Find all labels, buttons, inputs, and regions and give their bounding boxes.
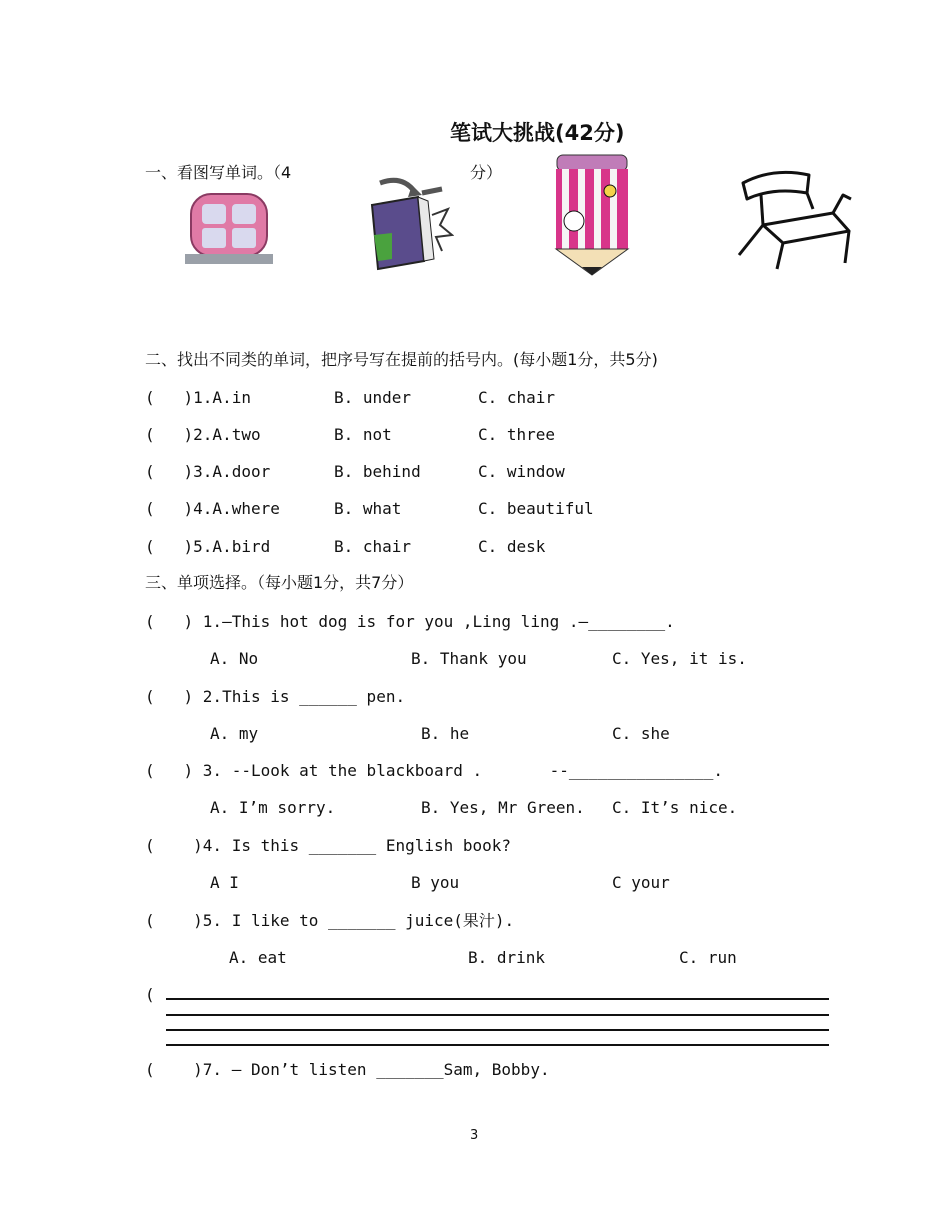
option: C. she: [612, 724, 670, 743]
section1-heading: 一、看图写单词。（4: [145, 163, 292, 182]
ruled-line: [166, 1014, 829, 1016]
list-item: B. behind: [334, 462, 421, 481]
list-item: ( )1.A.in: [145, 388, 251, 407]
list-item: C. desk: [478, 537, 546, 556]
list-item: B. chair: [334, 537, 412, 556]
list-item: B. what: [334, 499, 402, 518]
ruled-line: [166, 1029, 829, 1031]
option: B. he: [421, 724, 470, 743]
pencil-picture: [552, 153, 632, 277]
option: A. eat: [229, 948, 287, 967]
option: A I: [210, 873, 239, 892]
option: A. No: [210, 649, 259, 668]
chair-picture: [733, 165, 855, 271]
list-item: C. chair: [478, 388, 556, 407]
option: A. my: [210, 724, 259, 743]
section3-heading: 三、单项选择。（每小题1分，共7分）: [145, 573, 414, 592]
question: ( )5. I like to _______ juice(果汁).: [145, 911, 515, 930]
list-item: C. beautiful: [478, 499, 594, 518]
question: ( ) 3. --Look at the blackboard . --_______________.: [145, 761, 723, 780]
ruled-line: [166, 998, 829, 1000]
option: B you: [411, 873, 460, 892]
option: A. I’m sorry.: [210, 798, 336, 817]
question: ( ) 1.—This hot dog is for you ,Ling ling .—________.: [145, 612, 675, 631]
option: B. Thank you: [411, 649, 527, 668]
section1-heading-tail: 分）: [470, 163, 503, 182]
ruled-line: [166, 1044, 829, 1046]
option: C your: [612, 873, 670, 892]
book-picture: [362, 175, 454, 275]
window-picture: [185, 190, 275, 268]
page-title: 笔试大挑战(42分): [450, 121, 625, 145]
list-item: B. not: [334, 425, 392, 444]
list-item: B. under: [334, 388, 412, 407]
section2-heading: 二、找出不同类的单词，把序号写在提前的括号内。(每小题1分，共5分): [145, 350, 658, 369]
option: B. Yes, Mr Green.: [421, 798, 585, 817]
question: (: [145, 985, 155, 1004]
option: C. Yes, it is.: [612, 649, 747, 668]
question: ( )4. Is this _______ English book?: [145, 836, 512, 855]
option: C. It’s nice.: [612, 798, 738, 817]
list-item: ( )2.A.two: [145, 425, 261, 444]
page-number: 3: [470, 1128, 479, 1143]
list-item: ( )3.A.door: [145, 462, 271, 481]
list-item: C. window: [478, 462, 565, 481]
list-item: ( )5.A.bird: [145, 537, 271, 556]
list-item: C. three: [478, 425, 556, 444]
question: ( ) 2.This is ______ pen.: [145, 687, 406, 706]
option: C. run: [679, 948, 737, 967]
option: B. drink: [468, 948, 546, 967]
question: ( )7. — Don’t listen _______Sam, Bobby.: [145, 1060, 550, 1079]
list-item: ( )4.A.where: [145, 499, 280, 518]
